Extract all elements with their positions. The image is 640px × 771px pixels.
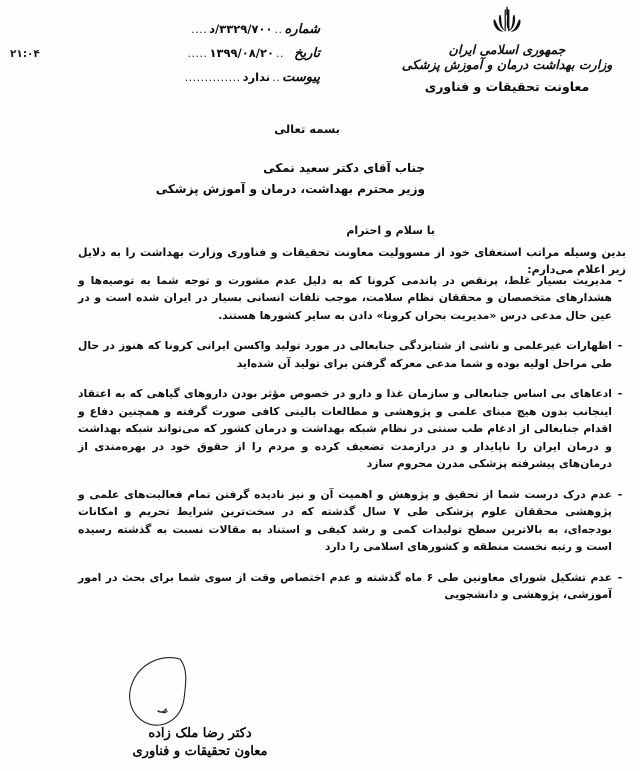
header-timestamp: ۲۱:۰۴	[10, 48, 40, 60]
reasons-list	[76, 272, 628, 617]
bullet-marker-icon: -	[617, 570, 623, 584]
attachment-label: پیوست	[282, 70, 320, 85]
date-dots-trailer: .....	[187, 47, 208, 60]
addressee-name: جناب آقای دکتر سعید نمکی	[263, 161, 425, 175]
bullet-marker-icon: -	[617, 487, 623, 501]
list-item	[76, 272, 628, 324]
attachment-dots-leader: ..	[272, 71, 281, 84]
document-header	[0, 0, 640, 118]
meta-row-number	[120, 22, 320, 46]
attachment-value: ندارد	[242, 70, 271, 84]
list-item-text: ادعاهای بی اساس جنابعالی و سازمان غذا و دارو در خصوص مؤثر بودن داروهای گیاهی که به اعتقاد اینجانب بدون هیچ مبنای علمی و پژوهشی و مطالعات بالینی کافی صورت گرفته و همچنین دفاع و اقدام جنابعالی از ادغام طب سنتی در نظام شبکه بهداشت و درمان کشور که می‌تواند شبکه بهداشت و درمان ایران را ناپایدار و در درازمدت تضعیف کرده و مردم را از حقوق خود در بهره‌مندی از درمان‌های پیشرفته پزشکی مدرن محروم سازد	[78, 387, 612, 471]
meta-row-date	[120, 46, 320, 70]
list-item-text: عدم تشکیل شورای معاونین طی ۶ ماه گذشته و عدم اختصاص وقت از سوی شما برای بحث در امور آموزشی، پژوهشی و دانشجویی	[78, 570, 612, 602]
signatory-name: دکتر رضا ملک زاده	[148, 726, 252, 741]
salutation: با سلام و احترام	[346, 224, 435, 237]
addressee-title: وزیر محترم بهداشت، درمان و آموزش پزشکی	[155, 182, 425, 196]
number-dots-leader: ..	[274, 23, 283, 36]
letterhead	[392, 6, 622, 94]
basmala-invocation: بسمه تعالی	[274, 122, 340, 136]
date-label: تاریخ	[294, 46, 320, 61]
meta-row-attachment	[120, 70, 320, 94]
list-item	[76, 569, 628, 604]
list-item	[76, 385, 628, 472]
list-item-text: اظهارات غیرعلمی و ناشی از شتابزدگی جنابعالی در مورد تولید واکسن ایرانی کرونا که هنوز در حال طی مراحل اولیه بوده و شما مدعی معرکه گرفتن برای تولید آن شده‌اید	[78, 339, 612, 370]
letterhead-line-ministry: وزارت بهداشت درمان و آموزش پزشکی	[401, 57, 613, 73]
list-item	[76, 486, 628, 556]
bullet-marker-icon: -	[617, 274, 623, 287]
letterhead-line-country: جمهوری اسلامی ایران	[448, 42, 566, 57]
signatory-title: معاون تحقیقات و فناوری	[132, 743, 268, 759]
header-meta-block	[120, 22, 320, 94]
date-value: ۱۳۹۹/۰۸/۲۰	[209, 46, 274, 60]
number-dots-trailer: ....	[191, 23, 208, 36]
number-label: شماره	[284, 22, 320, 37]
date-dots-leader: ..	[276, 47, 284, 60]
bullet-marker-icon: -	[617, 387, 623, 401]
list-item-text: عدم درک درست شما از تحقیق و پژوهش و اهمیت آن و نیز نادیده گرفتن تمام فعالیت‌های علمی و پژوهشی محققان علوم پزشکی طی ۷ سال گذشته که در سخت‌ترین شرایط تحریم و امکانات بودجه‌ای، به بالاترین سطح تولیدات کمی و رشد کیفی و استناد به مقالات نسبت به گذشته رسیده است و رتبه نخست منطقه و کشورهای اسلامی را دارد	[78, 487, 612, 554]
iran-national-emblem-icon	[392, 6, 622, 40]
intro-paragraph: بدین وسیله مراتب استعفای خود از مسوولیت معاونت تحقیقات و فناوری وزارت بهداشت را به دلایل زیر اعلام می‌دارم:	[78, 246, 626, 277]
number-value: ۳۳۲۹/۷۰۰/د	[209, 22, 273, 36]
signature-block	[0, 647, 330, 767]
addressee-block	[156, 158, 425, 200]
attachment-dots-trailer: ..............	[184, 71, 241, 84]
signature-names	[100, 725, 300, 760]
letterhead-line-department: معاونت تحقیقات و فناوری	[424, 78, 590, 94]
bullet-marker-icon: -	[617, 339, 623, 353]
list-item-text: مدیریت بسیار غلط، پرنقص در پاندمی کرونا که به دلیل عدم مشورت و توجه شما به توصیه‌ها و هشدارهای متخصصان و محققان نظام سلامت، موجب تلفات انسانی بسیار در ایران شده است و در عین حال مدعی درس «مدیریت بحران کرونا» دادن به سایر کشورها هستند.	[78, 274, 612, 322]
list-item	[76, 337, 628, 372]
